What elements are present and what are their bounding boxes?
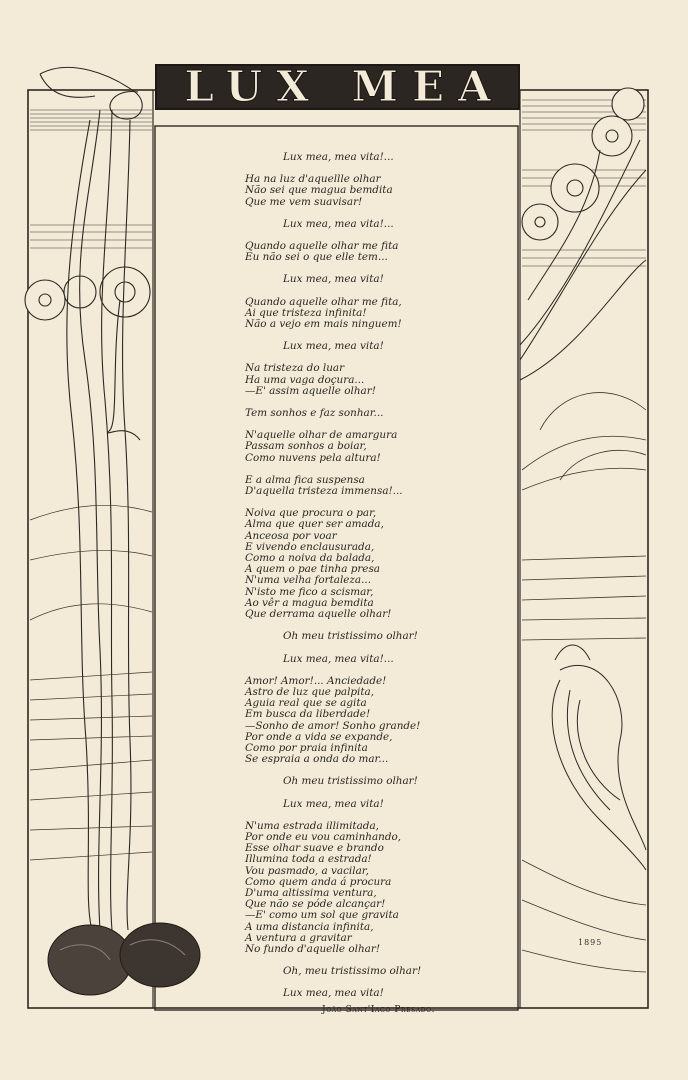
poem-author: João Sant'Iago Presado.	[322, 1005, 436, 1015]
poem-line: Quando aquelle olhar me fita	[245, 240, 399, 253]
poem-body	[245, 152, 485, 1011]
poem-line: Na tristeza do luar	[245, 362, 345, 375]
poem-line: Quando aquelle olhar me fita,	[245, 295, 402, 308]
poem-line: N'isto me fico a scismar,	[245, 585, 374, 598]
poem-line: N'uma velha fortaleza...	[245, 574, 372, 587]
illustrator-mark: 1895	[578, 938, 603, 947]
poem-line: Por onde a vida se expande,	[245, 730, 393, 743]
poem-line: Não a vejo em mais ninguem!	[245, 318, 402, 331]
poem-refrain	[245, 274, 485, 285]
poem-line: Se espraia a onda do mar...	[245, 753, 389, 766]
poem-stanza	[245, 475, 485, 497]
refrain-line: Oh, meu tristissimo olhar!	[283, 965, 422, 978]
poem-line: Amor! Amor!... Anciedade!	[245, 674, 387, 687]
refrain-line: Lux mea, mea vita!...	[283, 151, 394, 163]
poem-line: —E' como um sol que gravita	[245, 909, 399, 922]
poem-line: N'uma estrada illimitada,	[245, 819, 379, 832]
poem-stanza	[245, 676, 485, 766]
poem-line: Como quem anda á procura	[245, 875, 392, 888]
poem-refrain	[245, 219, 485, 230]
poem-line: Não sei que magua bemdita	[245, 184, 393, 197]
poem-stanza	[245, 508, 485, 620]
refrain-line: Lux mea, mea vita!	[283, 987, 384, 1000]
poem-line: Ao vêr a magua bemdita	[245, 596, 374, 609]
poem-line: Eu não sei o que elle tem...	[245, 251, 388, 264]
poem-stanza	[245, 174, 485, 208]
poem-line: Tem sonhos e faz sonhar...	[245, 407, 384, 420]
poem-line: Ha na luz d'aquellle olhar	[245, 173, 381, 186]
poem-line: Por onde eu vou caminhando,	[245, 830, 402, 843]
refrain-line: Oh meu tristissimo olhar!	[283, 630, 418, 643]
poem-line: —Sonho de amor! Sonho grande!	[245, 719, 421, 732]
poem-refrain	[245, 152, 485, 163]
poem-line: E vivendo enclausurada,	[245, 540, 375, 553]
page-title: LUX MEA	[184, 62, 505, 111]
poem-line: Que não se póde alcançar!	[245, 898, 386, 911]
poem-refrain	[245, 966, 485, 977]
poem-stanza	[245, 241, 485, 263]
poem-line: Que me vem suavisar!	[245, 195, 363, 208]
title-banner	[155, 64, 520, 110]
poem-line: No fundo d'aquelle olhar!	[245, 942, 380, 955]
poem-line: A uma distancia infinita,	[245, 920, 374, 933]
poem-line: Noiva que procura o par,	[245, 507, 377, 520]
poem-stanza	[245, 408, 485, 419]
poem-refrain	[245, 341, 485, 352]
refrain-line: Lux mea, mea vita!	[283, 273, 384, 286]
poem-line: A ventura a gravitar	[245, 931, 352, 944]
poem-line: A quem o pae tinha presa	[245, 563, 380, 576]
poem-line: Aguia real que se agita	[245, 697, 367, 710]
poem-line: E a alma fica suspensa	[245, 473, 365, 486]
poem-refrain	[245, 776, 485, 787]
poem-line: Illumina toda a estrada!	[245, 853, 372, 866]
poem-stanza	[245, 363, 485, 397]
poem-stanza	[245, 821, 485, 955]
poem-line: Passam sonhos a boiar,	[245, 440, 367, 453]
poem-line: Ha uma vaga doçura...	[245, 373, 365, 386]
refrain-line: Lux mea, mea vita!...	[283, 652, 394, 665]
poem-line: Como nuvens pela altura!	[245, 451, 381, 464]
poem-refrain	[245, 654, 485, 665]
poem-line: Ai que tristeza infinita!	[245, 306, 367, 319]
poem-line: Que derrama aquelle olhar!	[245, 608, 392, 621]
poem-line: —E' assim aquelle olhar!	[245, 384, 376, 397]
refrain-line: Lux mea, mea vita!	[283, 340, 384, 353]
poem-line: D'aquella tristeza immensa!...	[245, 485, 403, 498]
poem-line: Em busca da liberdade!	[245, 708, 371, 721]
refrain-line: Oh meu tristissimo olhar!	[283, 775, 418, 788]
refrain-line: Lux mea, mea vita!...	[283, 217, 394, 230]
poem-line: Astro de luz que palpita,	[245, 685, 375, 698]
poem-line: Anceosa por voar	[245, 529, 337, 542]
poem-refrain	[245, 799, 485, 810]
poem-stanza	[245, 297, 485, 331]
poem-line: Como a noiva da balada,	[245, 552, 375, 565]
poem-line: Vou pasmado, a vacilar,	[245, 864, 369, 877]
poem-line: Alma que quer ser amada,	[245, 518, 384, 531]
poem-line: Como por praia infinita	[245, 741, 368, 754]
refrain-line: Lux mea, mea vita!	[283, 797, 384, 810]
poem-refrain	[245, 988, 485, 999]
poem-line: N'aquelle olhar de amargura	[245, 429, 398, 442]
poem-line: D'uma altissima ventura,	[245, 886, 377, 899]
poem-stanza	[245, 430, 485, 464]
poem-line: Esse olhar suave e brando	[245, 842, 384, 855]
poem-refrain	[245, 631, 485, 642]
